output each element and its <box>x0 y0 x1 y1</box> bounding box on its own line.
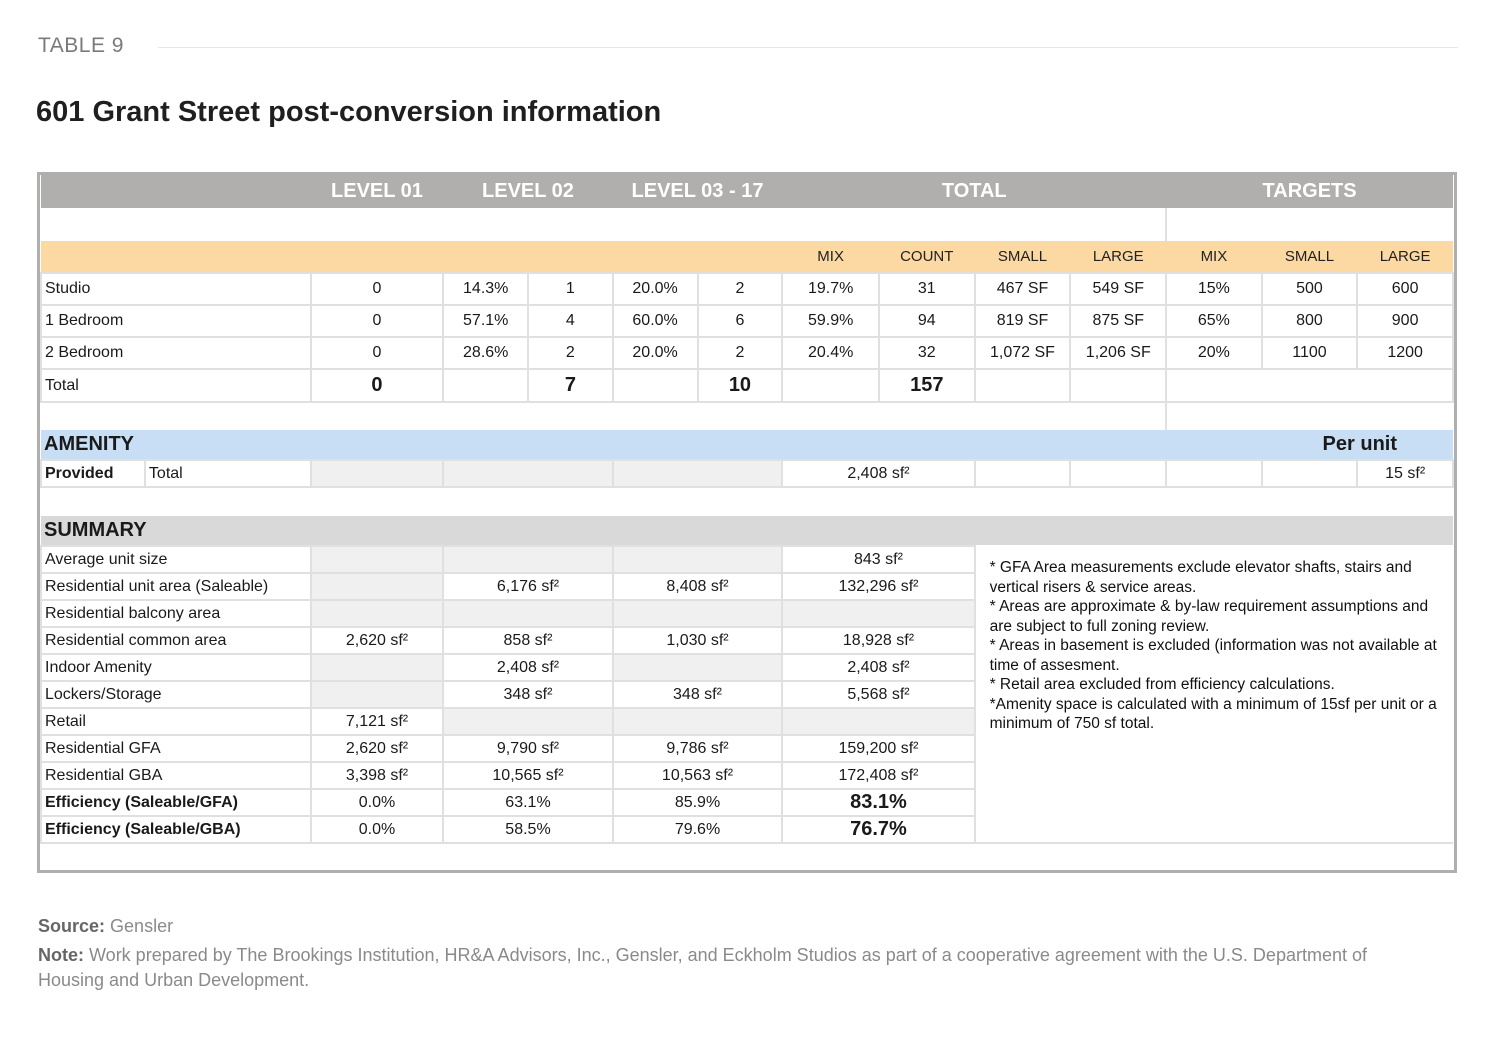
subheader-target-large: LARGE <box>1379 248 1431 265</box>
note-text: Work prepared by The Brookings Institution, HR&A Advisors, Inc., Gensler, and Eckholm Studios as part of a cooperative agreement with the U.S. Department of Housing and Urban Development. <box>38 945 1367 990</box>
cell: 10,563 sf² <box>613 762 783 789</box>
cell: 2,408 sf² <box>782 654 974 681</box>
cell <box>311 654 444 681</box>
cell: 172,408 sf² <box>782 762 974 789</box>
cell <box>613 654 783 681</box>
cell: 1 <box>528 273 613 305</box>
cell: 2,620 sf² <box>311 735 444 762</box>
subheader-large: LARGE <box>1092 248 1144 265</box>
cell: 1,030 sf² <box>613 627 783 654</box>
subheader-mix: MIX <box>817 248 844 265</box>
amenity-heading: AMENITY <box>44 433 134 455</box>
cell: 1200 <box>1357 337 1453 369</box>
cell: 549 SF <box>1070 273 1166 305</box>
row-label: Average unit size <box>41 546 311 573</box>
cell <box>443 600 612 627</box>
cell: 3,398 sf² <box>311 762 444 789</box>
cell: 132,296 sf² <box>782 573 974 600</box>
per-unit-heading: Per unit <box>1322 433 1397 455</box>
cell: 0 <box>311 369 444 402</box>
cell <box>613 600 783 627</box>
cell: 15 sf² <box>1357 460 1453 487</box>
cell: 2 <box>528 337 613 369</box>
source-line <box>38 916 173 937</box>
cell: 800 <box>1262 305 1358 337</box>
cell: 348 sf² <box>613 681 783 708</box>
header-targets: TARGETS <box>1262 180 1357 202</box>
cell: 28.6% <box>443 337 528 369</box>
header-level-02: LEVEL 02 <box>482 180 574 202</box>
cell: 2,408 sf² <box>782 460 974 487</box>
cell: 19.7% <box>782 273 879 305</box>
cell: 4 <box>528 305 613 337</box>
source-label: Source: <box>38 916 106 936</box>
table-row <box>41 337 1453 369</box>
row-label: Studio <box>41 273 311 305</box>
cell: 7,121 sf² <box>311 708 444 735</box>
cell: 157 <box>879 369 975 402</box>
subheader-target-small: SMALL <box>1284 248 1335 265</box>
row-label: Total <box>41 369 311 402</box>
cell <box>782 708 974 735</box>
cell: 79.6% <box>613 816 783 843</box>
summary-notes: * GFA Area measurements exclude elevator shafts, stairs and vertical risers & service areas. * Areas are approximate & by-law requirement assumptions and are subject to full zoning review. * Areas in basement is excluded (information was not available at time of assesment. * Retail area excluded from efficiency calculations. *Amenity space is calculated with a minimum of 15sf per unit or a minimum of 750 sf total. <box>975 546 1453 843</box>
table-label: TABLE 9 <box>38 34 124 57</box>
cell: 20.0% <box>613 337 698 369</box>
unit-subheader-row <box>41 241 1453 273</box>
row-label: Residential GBA <box>41 762 311 789</box>
cell: 20% <box>1166 337 1261 369</box>
cell: 14.3% <box>443 273 528 305</box>
row-label: Lockers/Storage <box>41 681 311 708</box>
cell: 63.1% <box>443 789 612 816</box>
cell: 2,408 sf² <box>443 654 612 681</box>
cell: 60.0% <box>613 305 698 337</box>
cell: 467 SF <box>975 273 1071 305</box>
cell: 900 <box>1357 305 1453 337</box>
cell: 843 sf² <box>782 546 974 573</box>
cell: 500 <box>1262 273 1358 305</box>
cell: 1,206 SF <box>1070 337 1166 369</box>
table-row <box>41 305 1453 337</box>
source-text: Gensler <box>110 916 174 936</box>
label-divider <box>158 47 1458 48</box>
cell: 2,620 sf² <box>311 627 444 654</box>
note-line <box>38 943 1368 993</box>
unit-total-row <box>41 369 1453 402</box>
cell: 159,200 sf² <box>782 735 974 762</box>
subheader-count: COUNT <box>900 248 954 265</box>
cell: 348 sf² <box>443 681 612 708</box>
cell: 15% <box>1166 273 1261 305</box>
cell: 875 SF <box>1070 305 1166 337</box>
subheader-target-mix: MIX <box>1200 248 1228 265</box>
cell <box>613 708 783 735</box>
cell <box>311 546 444 573</box>
cell: 83.1% <box>782 789 974 816</box>
cell: 94 <box>879 305 975 337</box>
cell: 76.7% <box>782 816 974 843</box>
row-label: Retail <box>41 708 311 735</box>
cell: 0.0% <box>311 789 444 816</box>
cell: 58.5% <box>443 816 612 843</box>
cell: 819 SF <box>975 305 1071 337</box>
cell: 2 <box>698 337 783 369</box>
row-label: Indoor Amenity <box>41 654 311 681</box>
post-conversion-table <box>40 175 1454 873</box>
cell: 0 <box>311 337 444 369</box>
cell: 9,786 sf² <box>613 735 783 762</box>
cell: 5,568 sf² <box>782 681 974 708</box>
cell: 6 <box>698 305 783 337</box>
summary-header-row <box>41 516 1453 546</box>
row-label: Residential common area <box>41 627 311 654</box>
note-label: Note: <box>38 945 84 965</box>
row-label: 2 Bedroom <box>41 337 311 369</box>
cell: 2 <box>698 273 783 305</box>
cell: 85.9% <box>613 789 783 816</box>
header-level-03-17: LEVEL 03 - 17 <box>631 180 764 202</box>
row-label: Residential GFA <box>41 735 311 762</box>
row-label: Efficiency (Saleable/GBA) <box>41 816 311 843</box>
cell: 0 <box>311 273 444 305</box>
data-table-frame <box>37 172 1457 873</box>
cell: 10,565 sf² <box>443 762 612 789</box>
cell: 31 <box>879 273 975 305</box>
page-title: 601 Grant Street post-conversion information <box>36 96 662 128</box>
cell: 9,790 sf² <box>443 735 612 762</box>
amenity-provided-row <box>41 460 1453 487</box>
cell: 1100 <box>1262 337 1358 369</box>
cell: 59.9% <box>782 305 879 337</box>
cell: 8,408 sf² <box>613 573 783 600</box>
cell: 20.0% <box>613 273 698 305</box>
cell: 7 <box>528 369 613 402</box>
cell: 32 <box>879 337 975 369</box>
table-row <box>41 273 1453 305</box>
column-header-row <box>41 175 1453 208</box>
cell: 65% <box>1166 305 1261 337</box>
cell: 20.4% <box>782 337 879 369</box>
cell: 858 sf² <box>443 627 612 654</box>
cell: 0.0% <box>311 816 444 843</box>
cell: 1,072 SF <box>975 337 1071 369</box>
amenity-header-row <box>41 430 1453 460</box>
table-row <box>41 546 1453 573</box>
row-label: Provided <box>41 460 145 487</box>
row-sublabel: Total <box>145 460 311 487</box>
cell <box>311 600 444 627</box>
row-label: Residential unit area (Saleable) <box>41 573 311 600</box>
header-total: TOTAL <box>941 180 1007 202</box>
cell <box>443 546 612 573</box>
row-label: Residential balcony area <box>41 600 311 627</box>
cell: 18,928 sf² <box>782 627 974 654</box>
row-label: Efficiency (Saleable/GFA) <box>41 789 311 816</box>
row-label: 1 Bedroom <box>41 305 311 337</box>
cell <box>782 600 974 627</box>
subheader-small: SMALL <box>997 248 1048 265</box>
cell <box>311 681 444 708</box>
cell: 6,176 sf² <box>443 573 612 600</box>
cell <box>613 546 783 573</box>
summary-heading: SUMMARY <box>44 519 147 541</box>
cell <box>311 573 444 600</box>
cell: 600 <box>1357 273 1453 305</box>
header-level-01: LEVEL 01 <box>331 180 423 202</box>
cell <box>443 708 612 735</box>
cell: 10 <box>698 369 783 402</box>
cell: 0 <box>311 305 444 337</box>
cell: 57.1% <box>443 305 528 337</box>
